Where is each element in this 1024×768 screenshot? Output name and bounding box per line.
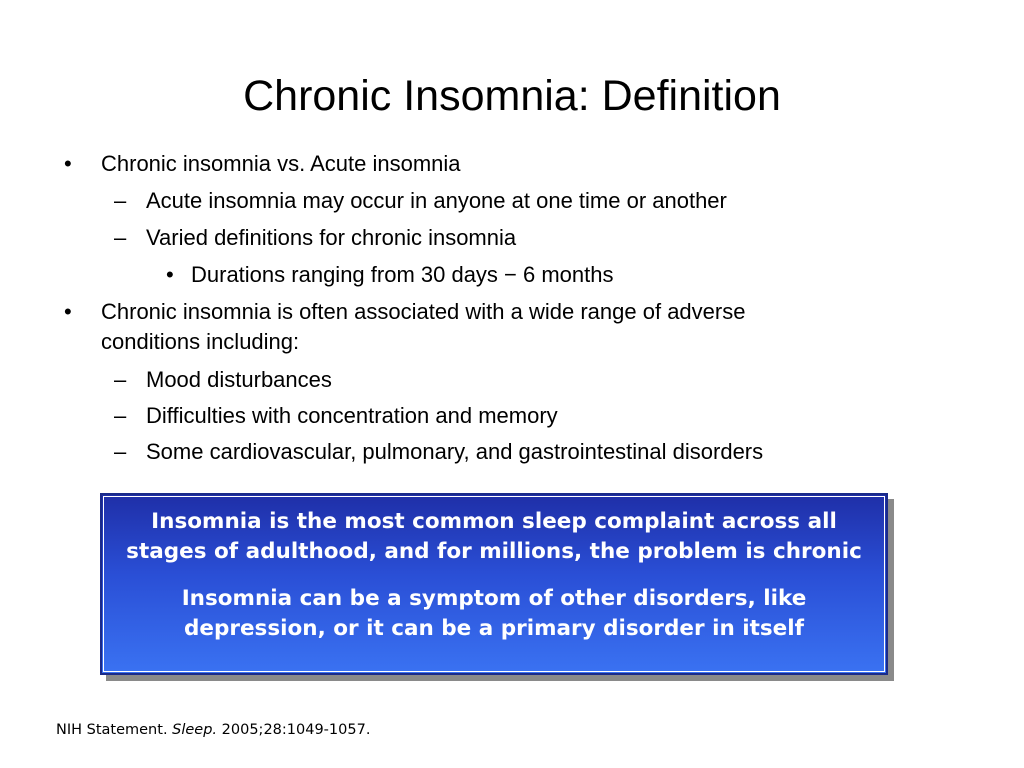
dash-marker: – <box>114 403 127 428</box>
callout-text-2: Insomnia can be a symptom of other disorders, like depression, or it can be a primary disorder in itself <box>181 586 807 641</box>
bullet-text: Varied definitions for chronic insomnia <box>146 225 517 250</box>
callout-text-1: Insomnia is the most common sleep complaint across all stages of adulthood, and for millions, the problem is chronic <box>126 509 862 564</box>
slide-title: Chronic Insomnia: Definition <box>243 72 781 120</box>
bullet-text: Mood disturbances <box>146 367 332 392</box>
bullet-text: Chronic insomnia vs. Acute insomnia <box>101 151 461 176</box>
citation-suffix: 2005;28:1049-1057. <box>217 722 371 738</box>
bullet-marker: • <box>64 299 72 324</box>
dash-marker: – <box>114 225 127 250</box>
dash-marker: – <box>114 188 127 213</box>
bullet-marker: • <box>64 151 72 176</box>
citation <box>56 720 370 740</box>
dash-marker: – <box>114 439 127 464</box>
bullet-marker: • <box>166 262 174 287</box>
citation-journal: Sleep. <box>172 722 218 738</box>
bullet-text: Some cardiovascular, pulmonary, and gastrointestinal disorders <box>146 439 764 464</box>
bullet-text: Difficulties with concentration and memory <box>146 403 558 428</box>
bullet-text: Durations ranging from 30 days − 6 months <box>191 262 614 287</box>
dash-marker: – <box>114 367 127 392</box>
citation-prefix: NIH Statement. <box>56 722 173 738</box>
bullet-text-continued: conditions including: <box>101 329 300 354</box>
bullet-text: Chronic insomnia is often associated with a wide range of adverse <box>101 299 746 324</box>
bullet-text: Acute insomnia may occur in anyone at one time or another <box>146 188 727 213</box>
callout-box <box>100 493 888 675</box>
